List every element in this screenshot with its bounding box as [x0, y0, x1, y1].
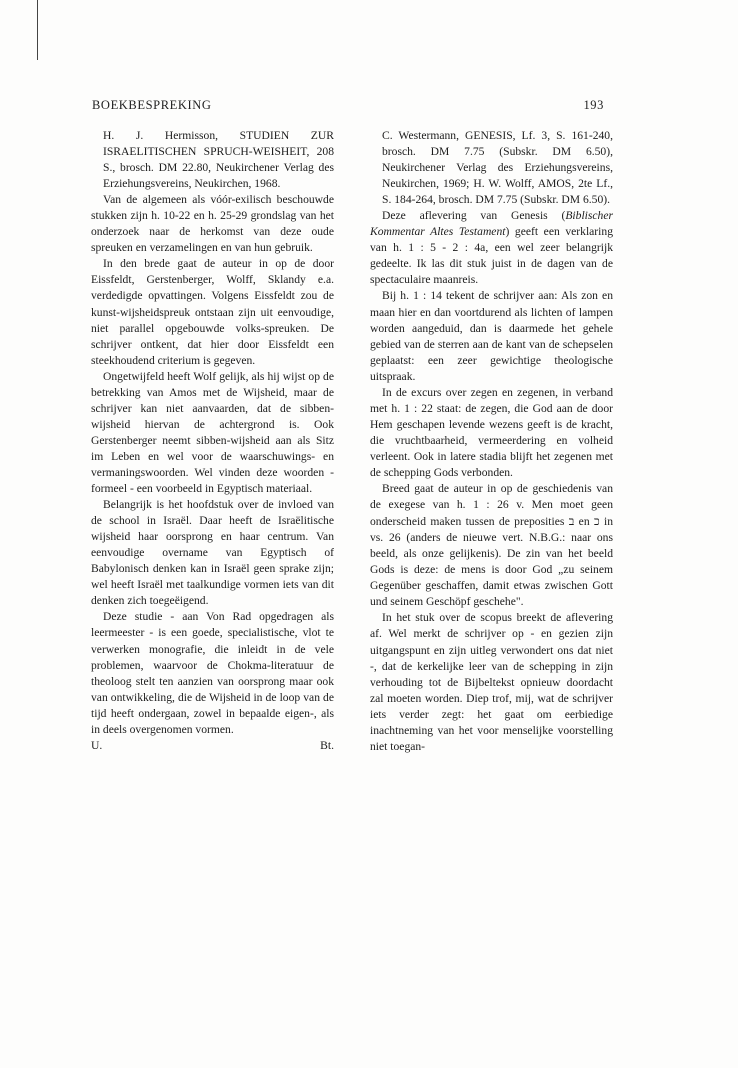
review-citation-hermisson: H. J. Hermisson, STUDIEN ZUR ISRAELITISCHEN SPRUCH-WEISHEIT, 208 S., brosch. DM 22.80, Neukirchener Verlag des Erziehungsvereins, Neukirchen, 1968.: [103, 129, 334, 191]
paragraph: Ongetwijfeld heeft Wolf gelijk, als hij wijst op de betrekking van Amos met de Wijsheid, maar de schrijver kan niet aanvaarden, dat de sibben-wijsheid hiervan de achtergrond is. Ook Gerstenberger neemt sibben-wijsheid aan als Sitz im Leben en wel voor de waarschuwings- en vermaningswoorden. Wel vinden deze woorden - formeel - een voorbeeld in Egyptisch materiaal.: [91, 369, 334, 496]
paragraph: Deze studie - aan Von Rad opgedragen als leermeester - is een goede, specialistische, vlot te verwerken monografie, die inleidt in de vele problemen, waarvoor de Chokma-literatuur de theoloog stelt ten aanzien van oorsprong maar ook van ontwikkeling, die de Wijsheid in de loop van de tijd heeft ondergaan, zowel in bepaalde eigen-, als in deels overgenomen vormen.: [91, 610, 334, 736]
right-column: [370, 128, 613, 755]
paragraph: Bij h. 1 : 14 tekent de schrijver aan: Als zon en maan hier en dan voortdurend als lichten of lampen worden aangeduid, dan is daarmede het gehele gebied van de sterren aan de kant van de schepselen geplaatst: een zeer gewichtige theologische uitspraak.: [370, 289, 613, 383]
paragraph: In het stuk over de scopus breekt de aflevering af. Wel merkt de schrijver op - en gezien zijn uitgangspunt en zijn uitleg verwondert ons dat niet -, dat de kerkelijke leer van de schepping in zijn verhouding tot de Bijbeltekst opnieuw doordacht zal moeten worden. Diep trof, mij, wat de schrijver iets verder zegt: het gaat om eerbiedige inachtneming van het voor menselijke voorstelling niet toegan-: [370, 611, 613, 753]
paragraph: Belangrijk is het hoofdstuk over de invloed van de school in Israël. Daar heeft de Israëlitische wijsheid haar oorsprong en haar centrum. Van eenvoudige overname van Egyptisch of Babylonisch denken kan in Israël geen sprake zijn; wel heeft Israël met taalkundige vormen iets van dit denken zich toegeëigend.: [91, 498, 334, 608]
paragraph: In den brede gaat de auteur in op de door Eissfeldt, Gerstenberger, Wolff, Sklandy e.a. verdedigde opvattingen. Volgens Eissfeldt zou de kunst-wijsheidspreuk ontstaan zijn uit eenvoudige, niet parallel opgebouwde volks-spreuken. De schrijver ontkent, dat hier door Eissfeldt een steekhoudend criterium is gegeven.: [91, 257, 334, 367]
text-run: in vs. 26 (anders de nieuwe vert. N.B.G.: naar ons beeld, als onze gelijkenis). De zin van het beeld Gods is deze: de mens is door God „zu seinem Gegenüber geschaffen, damit etwas zwischen Gott und seinem Geschöpf geschehe".: [370, 515, 613, 609]
signature-initials: Bt.: [320, 738, 334, 752]
review-citation-westermann-wolff: C. Westermann, GENESIS, Lf. 3, S. 161-240, brosch. DM 7.75 (Subskr. DM 6.50), Neukirchener Verlag des Erziehungsvereins, Neukirchen, 1969; H. W. Wolff, AMOS, 2te Lf., S. 184-264, brosch. DM 7.75 (Subskr. DM 6.50).: [382, 129, 613, 207]
text-run: ) geeft een verklaring van h. 1 : 5 - 2 : 4a, een wel zeer belangrijk gedeelte. Ik las dit stuk juist in de dagen van de spectaculaire maanreis.: [370, 225, 613, 287]
text-run: Deze aflevering van Genesis (: [382, 209, 566, 223]
hebrew-letter-kaf: כ: [593, 514, 600, 529]
paragraph: Van de algemeen als vóór-exilisch beschouwde stukken zijn h. 10-22 en h. 25-29 grondslag van het onderzoek naar de herkomst van deze oude spreuken en verzamelingen en van hun gebruik.: [91, 193, 334, 255]
paragraph: In de excurs over zegen en zegenen, in verband met h. 1 : 22 staat: de zegen, die God aan de door Hem geschapen levende wezens geeft is de kracht, die vruchtbaarheid, vermeerdering en volheid verleent. Ook in latere stadia blijft het zegenen met de schepping Gods verbonden.: [370, 385, 613, 479]
text-run: en: [574, 515, 594, 529]
reviewer-signature: [91, 738, 334, 754]
paragraph: [370, 481, 613, 610]
left-column: [91, 128, 334, 754]
hebrew-letter-bet: ב: [568, 514, 575, 529]
margin-rule: [37, 0, 38, 60]
running-title: BOEKBESPREKING: [92, 98, 212, 112]
paragraph: [370, 208, 613, 288]
page-number: 193: [583, 98, 604, 112]
signature-place: U.: [91, 738, 103, 752]
text-run: Breed gaat de auteur in op de geschiedenis van de exegese van h. 1 : 26 v. Men moet geen onderscheid maken tussen de preposities: [370, 482, 613, 529]
series-title: Biblischer Kommentar Altes Testament: [370, 209, 613, 239]
running-head: [92, 98, 604, 113]
